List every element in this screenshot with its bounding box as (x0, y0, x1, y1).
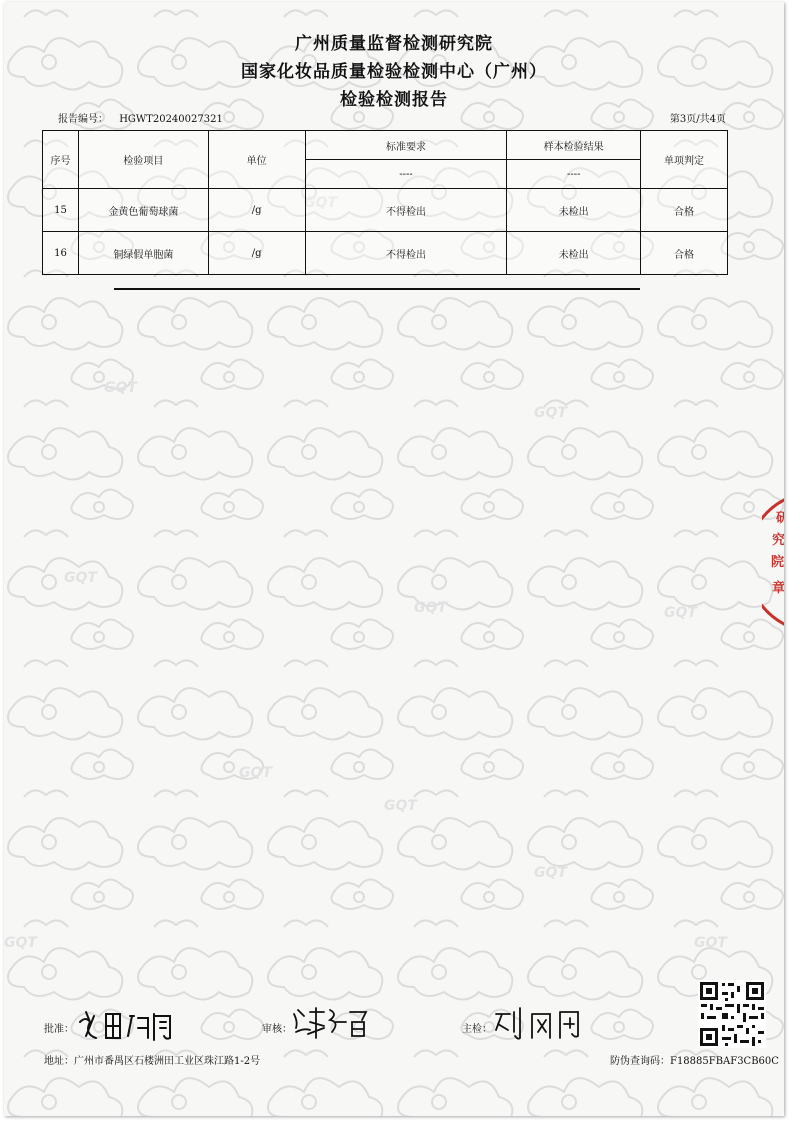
approver-signature (76, 1004, 186, 1044)
address-value: 广州市番禺区石楼洲田工业区珠江路1-2号 (74, 1056, 261, 1067)
table-end-line (114, 288, 640, 290)
address-label: 地址： (44, 1056, 74, 1067)
report-header (4, 30, 784, 114)
report-number (58, 110, 223, 125)
header-standard: 标准要求 (305, 131, 507, 160)
header-judgement: 单项判定 (641, 131, 728, 189)
header-result: 样本检验结果 (507, 131, 641, 160)
institute-name: 广州质量监督检测研究院 (295, 34, 493, 54)
watermark-text: GQT (414, 600, 447, 616)
svg-text:究: 究 (772, 533, 786, 548)
cell-judgement: 合格 (641, 189, 728, 232)
report-page (4, 2, 790, 1116)
results-table (42, 130, 728, 275)
cell-result: 未检出 (507, 232, 641, 275)
cell-unit: /g (208, 232, 305, 275)
header-item: 检验项目 (78, 131, 208, 189)
cell-seq: 16 (43, 232, 79, 275)
watermark-text: GQT (64, 570, 97, 586)
watermark-text: GQT (534, 865, 567, 881)
cell-result: 未检出 (507, 189, 641, 232)
approver-label: 批准： (44, 1024, 74, 1035)
watermark-text: GQT (239, 765, 272, 781)
svg-text:研: 研 (776, 511, 790, 526)
cell-unit: /g (208, 189, 305, 232)
table-row (43, 189, 728, 232)
header-unit: 单位 (208, 131, 305, 189)
anti-counterfeit-label: 防伪查询码： (610, 1056, 670, 1067)
qr-code[interactable] (698, 980, 766, 1048)
watermark-text: GQT (304, 195, 337, 211)
page-info: 第3页/共4页 (669, 114, 726, 125)
anti-counterfeit-value: F18885FBAF3CB60C (670, 1056, 779, 1067)
watermark-text: GQT (384, 798, 417, 814)
cell-item: 铜绿假单胞菌 (78, 232, 208, 275)
inspector-signature (492, 1004, 592, 1044)
cell-standard: 不得检出 (305, 189, 507, 232)
report-number-value: HGWT20240027321 (119, 114, 223, 125)
table-row (43, 232, 728, 275)
watermark-text: GQT (104, 380, 137, 396)
reviewer-label: 审核： (262, 1024, 292, 1035)
address (44, 1052, 260, 1067)
header-standard-sub: ---- (305, 160, 507, 189)
watermark-text: GQT (534, 405, 567, 421)
cell-item: 金黄色葡萄球菌 (78, 189, 208, 232)
report-title: 检验检测报告 (340, 90, 448, 110)
header-result-sub: ---- (507, 160, 641, 189)
cell-standard: 不得检出 (305, 232, 507, 275)
anti-counterfeit-code (610, 1052, 779, 1067)
inspector-label: 主检： (462, 1024, 492, 1035)
header-seq: 序号 (43, 131, 79, 189)
watermark-text: GQT (4, 935, 37, 951)
center-name: 国家化妆品质量检验检测中心（广州） (241, 62, 547, 82)
svg-text:院: 院 (771, 555, 785, 570)
official-seal-stamp (762, 492, 790, 632)
watermark-text: GQT (664, 605, 697, 621)
cell-judgement: 合格 (641, 232, 728, 275)
report-number-label: 报告编号： (58, 114, 108, 125)
svg-text:章: 章 (772, 581, 786, 596)
watermark-text: GQT (694, 935, 727, 951)
cell-seq: 15 (43, 189, 79, 232)
reviewer-signature (290, 1004, 380, 1044)
